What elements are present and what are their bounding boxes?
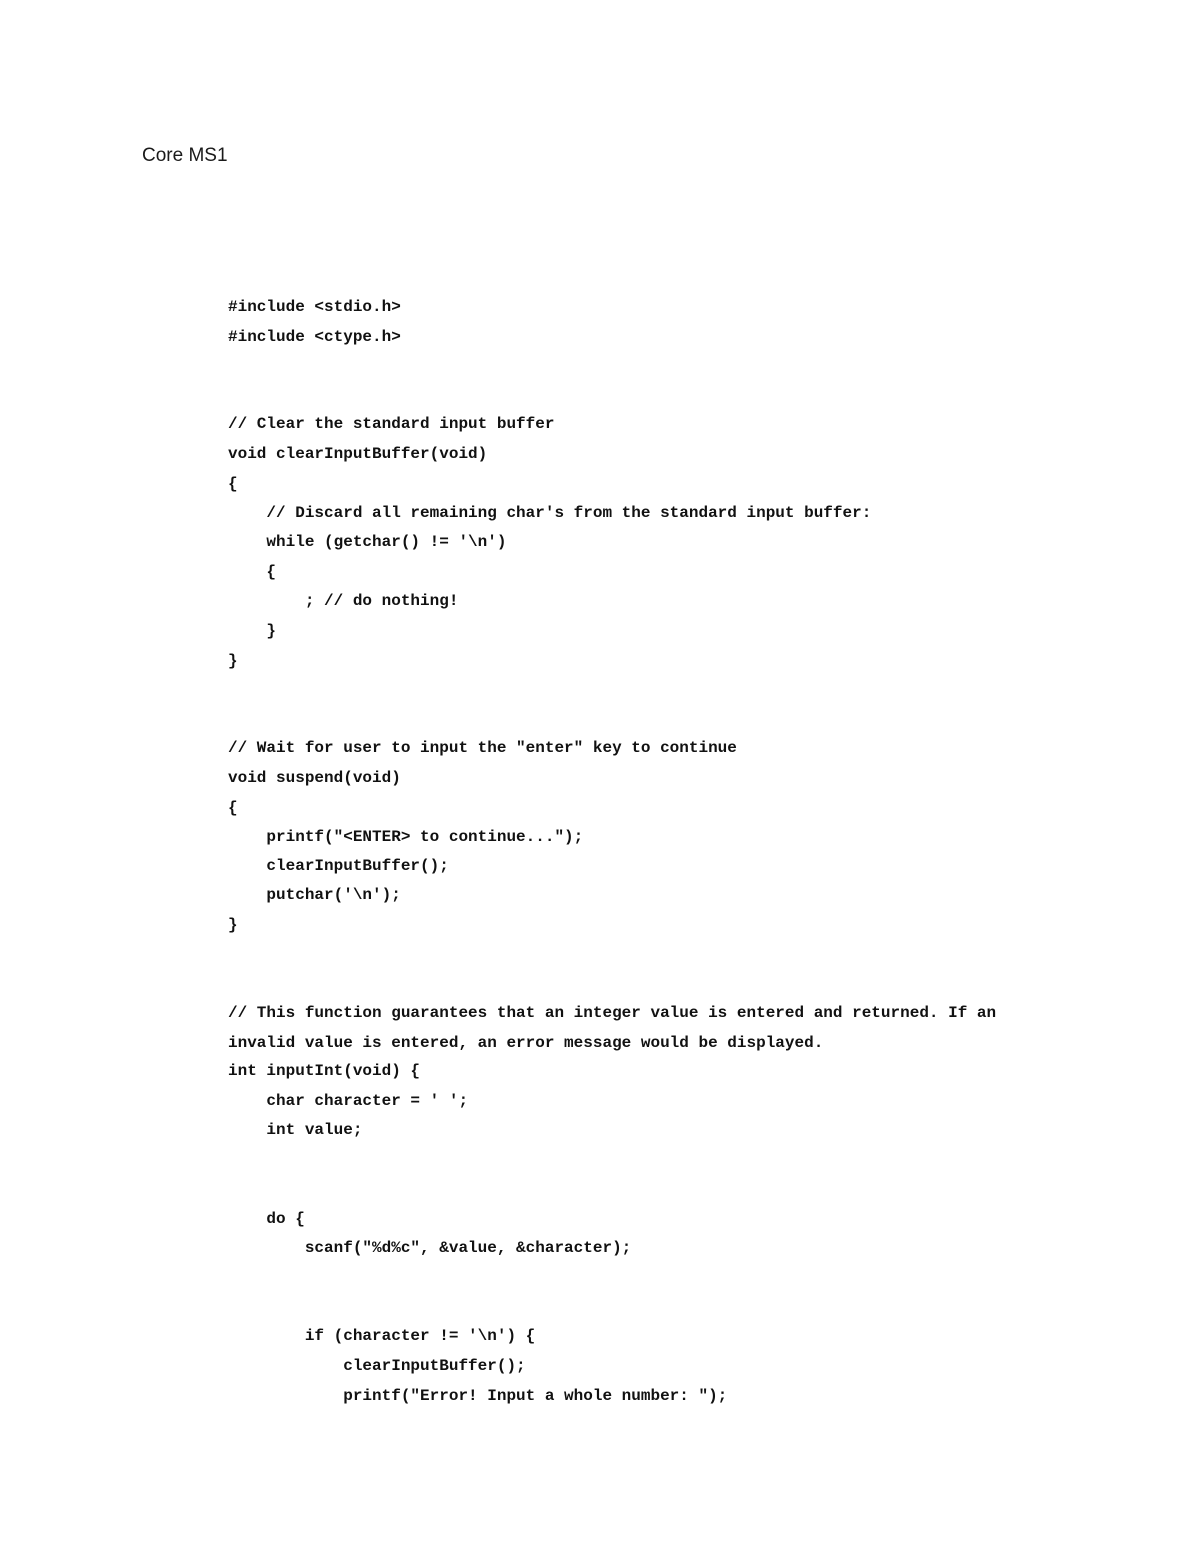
code-line: ; // do nothing! xyxy=(228,592,459,610)
code-line: char character = ' '; xyxy=(228,1092,469,1110)
code-line: #include <stdio.h> xyxy=(228,298,401,316)
code-line: void clearInputBuffer(void) xyxy=(228,445,488,463)
code-line: #include <ctype.h> xyxy=(228,328,401,346)
code-line: scanf("%d%c", &value, &character); xyxy=(228,1239,632,1257)
code-line: // Discard all remaining char's from the standard input buffer: xyxy=(228,504,872,522)
code-line: // Wait for user to input the "enter" key to continue xyxy=(228,739,737,757)
code-line: clearInputBuffer(); xyxy=(228,857,449,875)
code-line: // Clear the standard input buffer xyxy=(228,415,555,433)
code-line: printf("Error! Input a whole number: "); xyxy=(228,1387,728,1405)
code-line: { xyxy=(228,475,238,493)
code-line: // This function guarantees that an integer value is entered and returned. If an xyxy=(228,1004,997,1022)
code-line: if (character != '\n') { xyxy=(228,1327,536,1345)
code-line: int value; xyxy=(228,1121,363,1139)
page-header: Core MS1 xyxy=(142,145,228,166)
code-line: void suspend(void) xyxy=(228,769,401,787)
code-line: invalid value is entered, an error message would be displayed. xyxy=(228,1034,824,1052)
code-line: } xyxy=(228,652,238,670)
code-line: } xyxy=(228,622,277,640)
code-line: } xyxy=(228,916,238,934)
code-line: putchar('\n'); xyxy=(228,886,401,904)
code-line: { xyxy=(228,799,238,817)
code-line: while (getchar() != '\n') xyxy=(228,533,507,551)
code-line: clearInputBuffer(); xyxy=(228,1357,526,1375)
code-line: do { xyxy=(228,1210,305,1228)
code-line: printf("<ENTER> to continue..."); xyxy=(228,828,584,846)
code-line: int inputInt(void) { xyxy=(228,1062,421,1080)
code-line: { xyxy=(228,563,277,581)
